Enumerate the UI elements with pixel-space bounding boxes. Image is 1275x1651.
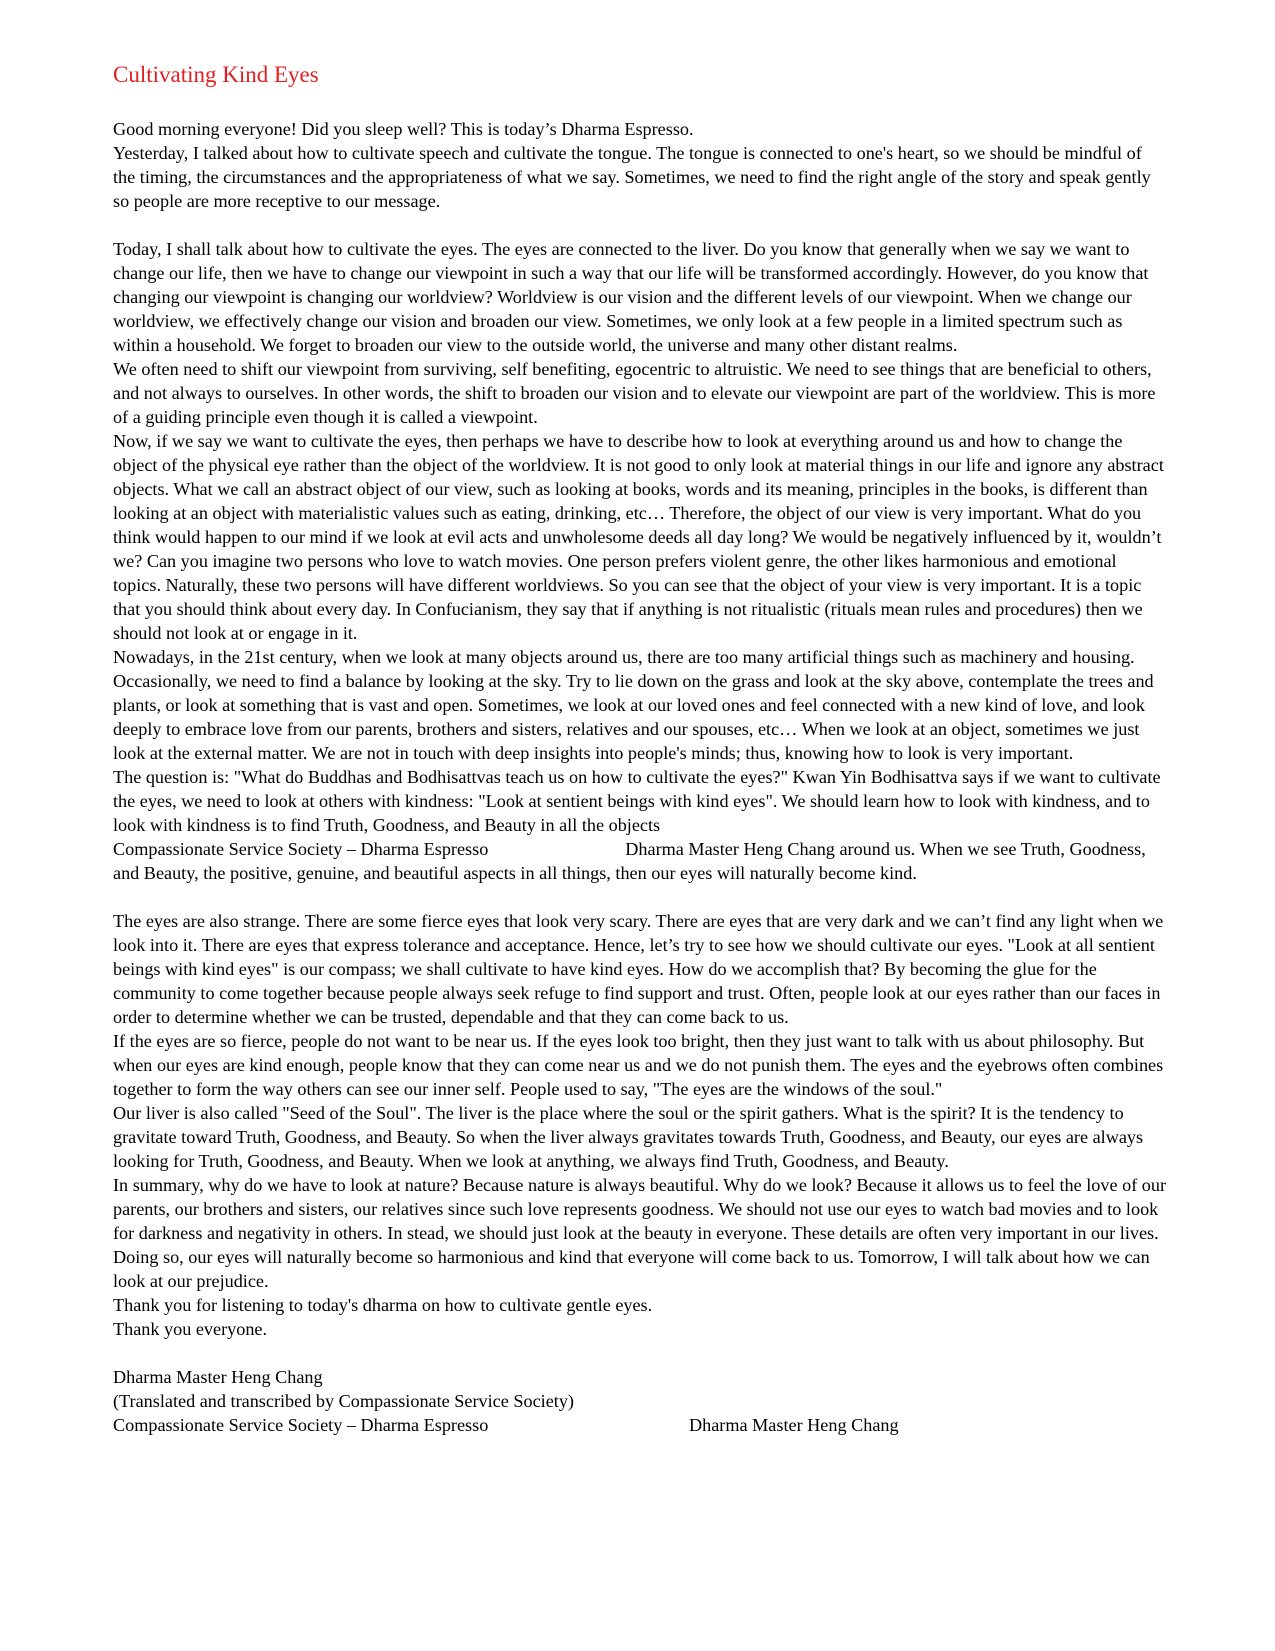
question-paragraph xyxy=(113,765,1168,885)
strange-eyes-paragraph: The eyes are also strange. There are some fierce eyes that look very scary. There are eyes that are very dark and we can’t find any light when we look into it. There are eyes that express tolerance and acceptance. Hence, let’s try to see how we should cultivate our eyes. "Look at all sentient beings with kind eyes" is our compass; we shall cultivate to have kind eyes. How do we accomplish that? By becoming the glue for the community to come together because people always seek refuge to find support and trust. Often, people look at our eyes rather than our faces in order to determine whether we can be trusted, dependable and that they can come back to us. xyxy=(113,911,1164,1027)
thanks-line-1: Thank you for listening to today's dharma on how to cultivate gentle eyes. xyxy=(113,1295,653,1315)
signature-credit: (Translated and transcribed by Compassionate Service Society) xyxy=(113,1391,574,1411)
page-footer xyxy=(113,1413,1168,1437)
shift-paragraph: We often need to shift our viewpoint from surviving, self benefiting, egocentric to altruistic. We need to see things that are beneficial to others, and not always to ourselves. In other words, the shift to broaden our vision and to elevate our viewpoint are part of the worldview. This is more of a guiding principle even though it is called a viewpoint. xyxy=(113,359,1156,427)
now-paragraph: Now, if we say we want to cultivate the eyes, then perhaps we have to describe how to look at everything around us and how to change the object of the physical eye rather than the object of the worldview. It is not good to only look at material things in our life and ignore any abstract objects. What we call an abstract object of our view, such as looking at books, words and its meaning, principles in the books, is different than looking at an object with materialistic values such as eating, drinking, etc… Therefore, the object of our view is very important. What do you think would happen to our mind if we look at evil acts and unwholesome deeds all day long? We would be negatively influenced by it, wouldn’t we? Can you imagine two persons who love to watch movies. One person prefers violent genre, the other likes harmonious and emotional topics. Naturally, these two persons will have different worldviews. So you can see that the object of your view is very important. It is a topic that you should think about every day. In Confucianism, they say that if anything is not ritualistic (rituals mean rules and procedures) then we should not look at or engage in it. xyxy=(113,431,1164,643)
paragraph-spacer xyxy=(113,885,1168,909)
question-text-start: The question is: "What do Buddhas and Bodhisattvas teach us on how to cultivate the eyes?" Kwan Yin Bodhisattva says if we want to cultivate the eyes, we need to look at others with kindness: "Look at sentient beings with kind eyes". We should learn how to look with kindness, and to look with kindness is to find Truth, Goodness, and Beauty in all the objects xyxy=(113,767,1161,835)
inline-footer-right: Dharma Master Heng Chang xyxy=(625,839,835,859)
inline-footer-left: Compassionate Service Society – Dharma Espresso xyxy=(113,839,489,859)
yesterday-paragraph: Yesterday, I talked about how to cultivate speech and cultivate the tongue. The tongue is connected to one's heart, so we should be mindful of the timing, the circumstances and the appropriateness of what we say. Sometimes, we need to find the right angle of the story and speak gently so people are more receptive to our message. xyxy=(113,143,1151,211)
signature-name: Dharma Master Heng Chang xyxy=(113,1367,323,1387)
document-page xyxy=(113,60,1168,1437)
nowadays-paragraph: Nowadays, in the 21st century, when we look at many objects around us, there are too many artificial things such as machinery and housing. Occasionally, we need to find a balance by looking at the sky. Try to lie down on the grass and look at the sky above, contemplate the trees and plants, or look at something that is vast and open. Sometimes, we look at our loved ones and feel connected with a new kind of love, and look deeply to embrace love from our parents, brothers and sisters, relatives and our spouses, etc… When we look at an object, sometimes we just look at the external matter. We are not in touch with deep insights into people's minds; thus, knowing how to look is very important. xyxy=(113,647,1154,763)
footer-organization: Compassionate Service Society – Dharma Espresso xyxy=(113,1415,489,1435)
paragraph-spacer xyxy=(113,213,1168,237)
question-text-end: around us. When we see Truth, Goodness, and Beauty, the positive, genuine, and beautiful aspects in all things, then our eyes will naturally become kind. xyxy=(113,839,1146,883)
document-title: Cultivating Kind Eyes xyxy=(113,62,319,87)
footer-author: Dharma Master Heng Chang xyxy=(689,1415,899,1435)
fierce-eyes-paragraph: If the eyes are so fierce, people do not want to be near us. If the eyes look too bright, then they just want to talk with us about philosophy. But when our eyes are kind enough, people know that they can come near us and we do not punish them. The eyes and the eyebrows often combines together to form the way others can see our inner self. People used to say, "The eyes are the windows of the soul." xyxy=(113,1031,1164,1099)
summary-paragraph: In summary, why do we have to look at nature? Because nature is always beautiful. Why do we look? Because it allows us to feel the love of our parents, our brothers and sisters, our relatives since such love represents goodness. We should not use our eyes to watch bad movies and to look for darkness and negativity in others. In stead, we should just look at the beauty in everyone. These details are often very important in our lives. Doing so, our eyes will naturally become so harmonious and kind that everyone will come back to us. Tomorrow, I will talk about how we can look at our prejudice. xyxy=(113,1175,1167,1291)
liver-paragraph: Our liver is also called "Seed of the Soul". The liver is the place where the soul or the spirit gathers. What is the spirit? It is the tendency to gravitate toward Truth, Goodness, and Beauty. So when the liver always gravitates towards Truth, Goodness, and Beauty, our eyes are always looking for Truth, Goodness, and Beauty. When we look at anything, we always find Truth, Goodness, and Beauty. xyxy=(113,1103,1144,1171)
today-paragraph: Today, I shall talk about how to cultivate the eyes. The eyes are connected to the liver. Do you know that generally when we say we want to change our life, then we have to change our viewpoint in such a way that our life will be transformed accordingly. However, do you know that changing our viewpoint is changing our worldview? Worldview is our vision and the different levels of our viewpoint. When we change our worldview, we effectively change our vision and broaden our view. Sometimes, we only look at a few people in a limited spectrum such as within a household. We forget to broaden our view to the outside world, the universe and many other distant realms. xyxy=(113,239,1149,355)
paragraph-spacer xyxy=(113,1341,1168,1365)
thanks-line-2: Thank you everyone. xyxy=(113,1319,268,1339)
greeting-paragraph: Good morning everyone! Did you sleep well? This is today’s Dharma Espresso. xyxy=(113,119,694,139)
